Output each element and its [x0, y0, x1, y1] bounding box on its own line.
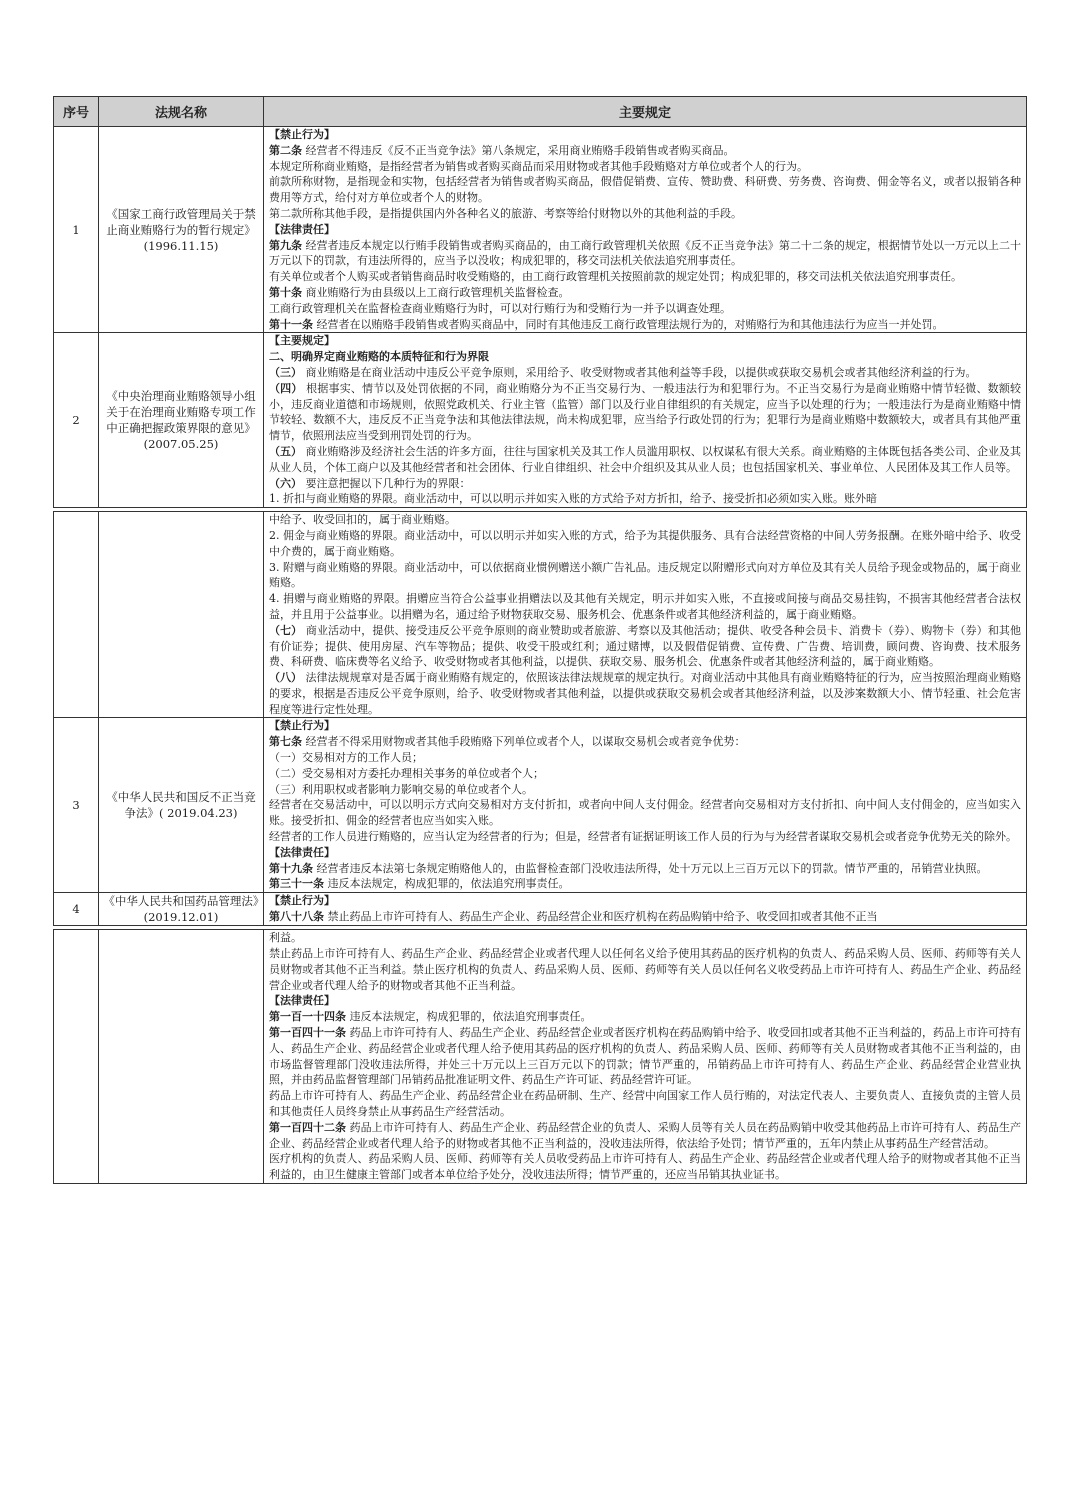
header-index: 序号 [54, 97, 99, 127]
provision-paragraph [269, 670, 1021, 717]
article-label: 【法律责任】 [269, 845, 335, 859]
article-label: 第十一条 [269, 317, 313, 331]
row-index [54, 930, 99, 1184]
provision-paragraph [269, 317, 1021, 333]
provision-paragraph [269, 993, 1021, 1009]
article-label: （六） [269, 476, 302, 490]
article-text: 法律法规规章对是否属于商业贿赂有规定的，依照该法律法规规章的规定执行。对商业活动中其他具有商业贿赂特征的行为，应当按照治理商业贿赂的要求，根据是否违反公平竞争原则，给予、收受财物或者其他利益，以提供或获取交易机会或者其他经济利益，以及涉案数额大小、情节轻重、社会危害程度等进行定性处理。 [269, 671, 1022, 716]
article-text: 要注意把握以下几种行为的界限： [302, 476, 471, 490]
header-main-provisions: 主要规定 [264, 97, 1027, 127]
article-label: 二、明确界定商业贿赂的本质特征和行为界限 [269, 350, 489, 364]
provision-paragraph [269, 174, 1021, 206]
table-row [54, 127, 1027, 333]
regulation-name [99, 930, 264, 1184]
article-text: 药品上市许可持有人、药品生产企业、药品经营企业在药品研制、生产、经营中向国家工作人员行贿的，对法定代表人、主要负责人、直接负责的主管人员和其他责任人员终身禁止从事药品生产经营活动。 [269, 1089, 1021, 1119]
article-text: 第二款所称其他手段，是指提供国内外各种名义的旅游、考察等给付财物以外的其他利益的手段。 [269, 206, 742, 220]
article-text: 违反本法规定，构成犯罪的，依法追究刑事责任。 [346, 1010, 592, 1024]
article-label: 第二条 [269, 143, 302, 157]
provision-paragraph [269, 1009, 1021, 1025]
provision-paragraph [269, 766, 1021, 782]
provision-paragraph [269, 1151, 1021, 1183]
provision-paragraph [269, 1025, 1021, 1088]
row-index [54, 512, 99, 718]
article-text: 商业贿赂行为由县级以上工商行政管理机关监督检查。 [302, 285, 570, 299]
article-text: 前款所称财物，是指现金和实物，包括经营者为销售或者购买商品，假借促销费、宣传、赞助费、科研费、劳务费、咨询费、佣金等名义，或者以报销各种费用等方式，给付对方单位或者个人的财物。 [269, 175, 1021, 205]
article-text: 商业贿赂涉及经济社会生活的许多方面，往往与国家机关及其工作人员滥用职权、以权谋私有很大关系。商业贿赂的主体既包括各类公司、企业及其从业人员，个体工商户以及其他经营者和社会团体、行业自律组织、社会中介组织及其从业人员；也包括国家机关、事业单位、人民团体及其工作人员等。 [269, 444, 1022, 474]
main-provisions [264, 930, 1027, 1184]
row-index: 2 [54, 333, 99, 508]
provision-paragraph [269, 782, 1021, 798]
provision-paragraph [269, 560, 1021, 592]
main-provisions [264, 333, 1027, 508]
provision-paragraph [269, 797, 1021, 829]
provision-paragraph [269, 238, 1021, 270]
provision-paragraph [269, 876, 1021, 892]
article-text: 禁止药品上市许可持有人、药品生产企业、药品经营企业和医疗机构在药品购销中给予、收受回扣或者其他不正当 [324, 910, 878, 924]
article-text: 违反本法规定，构成犯罪的，依法追究刑事责任。 [324, 877, 570, 891]
row-index: 4 [54, 893, 99, 926]
table-row [54, 930, 1027, 1184]
article-label: 第八十八条 [269, 910, 324, 924]
article-label: 第三十一条 [269, 877, 324, 891]
header-regulation-name: 法规名称 [99, 97, 264, 127]
provision-paragraph [269, 269, 1021, 285]
article-label: （五） [269, 444, 303, 458]
main-provisions [264, 127, 1027, 333]
article-label: 第七条 [269, 735, 302, 749]
article-text: 工商行政管理机关在监督检查商业贿赂行为时，可以对行贿行为和受贿行为一并予以调查处理。 [269, 301, 731, 315]
provision-paragraph [269, 512, 1021, 528]
article-label: 第一百一十四条 [269, 1010, 346, 1024]
article-label: （三） [269, 365, 302, 379]
article-text: 经营者的工作人员进行贿赂的，应当认定为经营者的行为；但是，经营者有证据证明该工作人员的行为与为经营者谋取交易机会或者竞争优势无关的除外。 [269, 830, 1017, 844]
article-text: 本规定所称商业贿赂，是指经营者为销售或者购买商品而采用财物或者其他手段贿赂对方单位或者个人的行为。 [269, 159, 808, 173]
article-text: 2. 佣金与商业贿赂的界限。商业活动中，可以以明示并如实入账的方式，给予为其提供服务、具有合法经营资格的中间人劳务报酬。在账外暗中给予、收受中介费的，属于商业贿赂。 [269, 528, 1021, 558]
article-text: （三）利用职权或者影响力影响交易的单位或者个人。 [269, 782, 533, 796]
provision-paragraph [269, 285, 1021, 301]
article-text: 3. 附赠与商业贿赂的界限。商业活动中，可以依据商业惯例赠送小额广告礼品。违反规定以附赠形式向对方单位及其有关人员给予现金或物品的，属于商业贿赂。 [269, 560, 1021, 590]
article-text: 经营者违反本法第七条规定贿赂他人的，由监督检查部门没收违法所得，处十万元以上三百万元以下的罚款。情节严重的，吊销营业执照。 [313, 861, 988, 875]
provision-paragraph [269, 750, 1021, 766]
provision-paragraph [269, 349, 1021, 365]
row-index: 3 [54, 718, 99, 893]
article-text: 有关单位或者个人购买或者销售商品时收受贿赂的，由工商行政管理机关按照前款的规定处罚；构成犯罪的，移交司法机关依法追究刑事责任。 [269, 270, 962, 284]
article-label: 【法律责任】 [269, 222, 335, 236]
article-text: 药品上市许可持有人、药品生产企业、药品经营企业或者医疗机构在药品购销中给予、收受回扣或者其他不正当利益的，药品上市许可持有人、药品生产企业、药品经营企业或者代理人给予使用其药品的医疗机构的负责人、药品采购人员、医师、药师等有关人员财物或者其他不正当利益的，由市场监督管理部门没收违法所得，并处三十万元以上三百万元以下的罚款；情节严重的，吊销药品上市许可持有人、药品生产企业、药品经营企业营业执照，并由药品监督管理部门吊销药品批准证明文件、药品生产许可证、药品经营许可证。 [269, 1026, 1022, 1087]
document-page [53, 96, 1026, 1184]
row-index: 1 [54, 127, 99, 333]
provision-paragraph [269, 930, 1021, 946]
provision-paragraph [269, 829, 1021, 845]
article-label: 第九条 [269, 238, 303, 252]
main-provisions [264, 893, 1027, 926]
regulation-name: 《中华人民共和国反不正当竞争法》( 2019.04.23) [99, 718, 264, 893]
article-label: （八） [269, 671, 303, 685]
article-text: 商业贿赂是在商业活动中违反公平竞争原则，采用给予、收受财物或者其他利益等手段，以提供或获取交易机会或者其他经济利益的行为。 [302, 365, 977, 379]
provision-paragraph [269, 159, 1021, 175]
article-text: 经营者违反本规定以行贿手段销售或者购买商品的，由工商行政管理机关依照《反不正当竞争法》第二十二条的规定，根据情节处以一万元以上二十万元以下的罚款，有违法所得的，应当予以没收；构成犯罪的，移交司法机关依法追究刑事责任。 [269, 238, 1022, 268]
table-row [54, 718, 1027, 893]
article-text: 4. 捐赠与商业贿赂的界限。捐赠应当符合公益事业捐赠法以及其他有关规定，明示并如实入账，不直接或间接与商品交易挂钩，不损害其他经营者合法权益，并且用于公益事业。以捐赠为名，通过给予财物获取交易、服务机会、优惠条件或者其他经济利益的，属于商业贿赂。 [269, 592, 1021, 621]
table-row [54, 512, 1027, 718]
article-label: 【禁止行为】 [269, 128, 335, 141]
provision-paragraph [269, 143, 1021, 159]
article-label: （四） [269, 381, 303, 395]
article-text: 经营者在以贿赂手段销售或者购买商品中，同时有其他违反工商行政管理法规行为的，对贿赂行为和其他违法行为应当一并处罚。 [313, 317, 944, 331]
provision-paragraph [269, 1120, 1021, 1152]
provision-paragraph [269, 476, 1021, 492]
article-text: 商业活动中，提供、接受违反公平竞争原则的商业赞助或者旅游、考察以及其他活动；提供、收受各种会员卡、消费卡（券）、购物卡（券）和其他有价证券；提供、使用房屋、汽车等物品；提供、收受干股或红利；通过赌博，以及假借促销费、宣传费、广告费、培训费，顾问费、咨询费、技术服务费、科研费、临床费等名义给予、收受财物或者其他利益，以提供、获取交易、服务机会、优惠条件或者其他经济利益的，属于商业贿赂。 [269, 623, 1021, 669]
article-text: 药品上市许可持有人、药品生产企业、药品经营企业的负责人、采购人员等有关人员在药品购销中收受其他药品上市许可持有人、药品生产企业、药品经营企业或者代理人给予的财物或者其他不正当利益的，没收违法所得，依法给予处罚；情节严重的，五年内禁止从事药品生产经营活动。 [269, 1120, 1022, 1150]
provision-paragraph [269, 528, 1021, 560]
regulations-table [53, 96, 1027, 1184]
provision-paragraph [269, 333, 1021, 349]
provision-paragraph [269, 206, 1021, 222]
provision-paragraph [269, 1088, 1021, 1120]
provision-paragraph [269, 909, 1021, 925]
provision-paragraph [269, 861, 1021, 877]
regulation-name: 《国家工商行政管理局关于禁止商业贿赂行为的暂行规定》(1996.11.15) [99, 127, 264, 333]
article-text: 利益。 [269, 931, 302, 945]
article-text: 1. 折扣与商业贿赂的界限。商业活动中，可以以明示并如实入账的方式给予对方折扣，给予、接受折扣必须如实入账。账外暗 [269, 492, 877, 506]
regulation-name [99, 512, 264, 718]
article-text: 中给予、收受回扣的，属于商业贿赂。 [269, 513, 456, 527]
provision-paragraph [269, 127, 1021, 143]
provision-paragraph [269, 718, 1021, 734]
provision-paragraph [269, 946, 1021, 993]
provision-paragraph [269, 623, 1021, 670]
provision-paragraph [269, 491, 1021, 507]
table-row [54, 333, 1027, 508]
article-label: 第十九条 [269, 861, 313, 875]
article-text: （二）受交易相对方委托办理相关事务的单位或者个人； [269, 766, 544, 780]
provision-paragraph [269, 365, 1021, 381]
article-label: 第一百四十一条 [269, 1026, 347, 1040]
article-text: 禁止药品上市许可持有人、药品生产企业、药品经营企业或者代理人以任何名义给予使用其药品的医疗机构的负责人、药品采购人员、医师、药师等有关人员财物或者其他不正当利益。禁止医疗机构的负责人、药品采购人员、医师、药师等有关人员以任何名义收受药品上市许可持有人、药品生产企业、药品经营企业或者代理人给予的财物或者其他不正当利益。 [269, 947, 1021, 992]
article-label: （七） [269, 623, 303, 637]
article-text: 经营者不得采用财物或者其他手段贿赂下列单位或者个人，以谋取交易机会或者竞争优势： [302, 735, 746, 749]
article-text: 医疗机构的负责人、药品采购人员、医师、药师等有关人员收受药品上市许可持有人、药品生产企业、药品经营企业或者代理人给予的财物或者其他不正当利益的，由卫生健康主管部门或者本单位给予处分，没收违法所得；情节严重的，还应当吊销其执业证书。 [269, 1152, 1021, 1182]
provision-paragraph [269, 845, 1021, 861]
article-text: 经营者在交易活动中，可以以明示方式向交易相对方支付折扣，或者向中间人支付佣金。经营者向交易相对方支付折扣、向中间人支付佣金的，应当如实入账。接受折扣、佣金的经营者也应当如实入账。 [269, 798, 1021, 828]
provision-paragraph [269, 734, 1021, 750]
article-label: 【禁止行为】 [269, 719, 335, 733]
article-label: 【禁止行为】 [269, 894, 335, 908]
article-label: 第十条 [269, 285, 302, 299]
table-header-row [54, 97, 1027, 127]
provision-paragraph [269, 301, 1021, 317]
provision-paragraph [269, 591, 1021, 623]
table-row [54, 893, 1027, 926]
regulation-name: 《中华人民共和国药品管理法》(2019.12.01) [99, 893, 264, 926]
article-text: （一）交易相对方的工作人员； [269, 751, 423, 765]
provision-paragraph [269, 222, 1021, 238]
article-text: 经营者不得违反《反不正当竞争法》第八条规定，采用商业贿赂手段销售或者购买商品。 [302, 143, 735, 157]
article-text: 根据事实、情节以及处罚依据的不同，商业贿赂分为不正当交易行为、一般违法行为和犯罪行为。不正当交易行为是商业贿赂中情节轻微、数额较小，违反商业道德和市场规则，依照党政机关、行业主管（监管）部门以及行业自律组织的有关规定，应当予以处理的行为；一般违法行为是商业贿赂中情节较轻、数额不大，违反反不正当竞争法和其他法律法规，尚未构成犯罪，应当给予行政处罚的行为；犯罪行为是商业贿赂中数额较大，或者具有其他严重情节，依照刑法应当受到刑罚处罚的行为。 [269, 381, 1021, 443]
article-label: 【主要规定】 [269, 334, 335, 348]
article-label: 第一百四十二条 [269, 1120, 347, 1134]
provision-paragraph [269, 381, 1021, 444]
main-provisions [264, 512, 1027, 718]
main-provisions [264, 718, 1027, 893]
regulation-name: 《中央治理商业贿赂领导小组关于在治理商业贿赂专项工作中正确把握政策界限的意见》(2007.05.25) [99, 333, 264, 508]
article-label: 【法律责任】 [269, 994, 335, 1008]
provision-paragraph [269, 444, 1021, 476]
provision-paragraph [269, 893, 1021, 909]
